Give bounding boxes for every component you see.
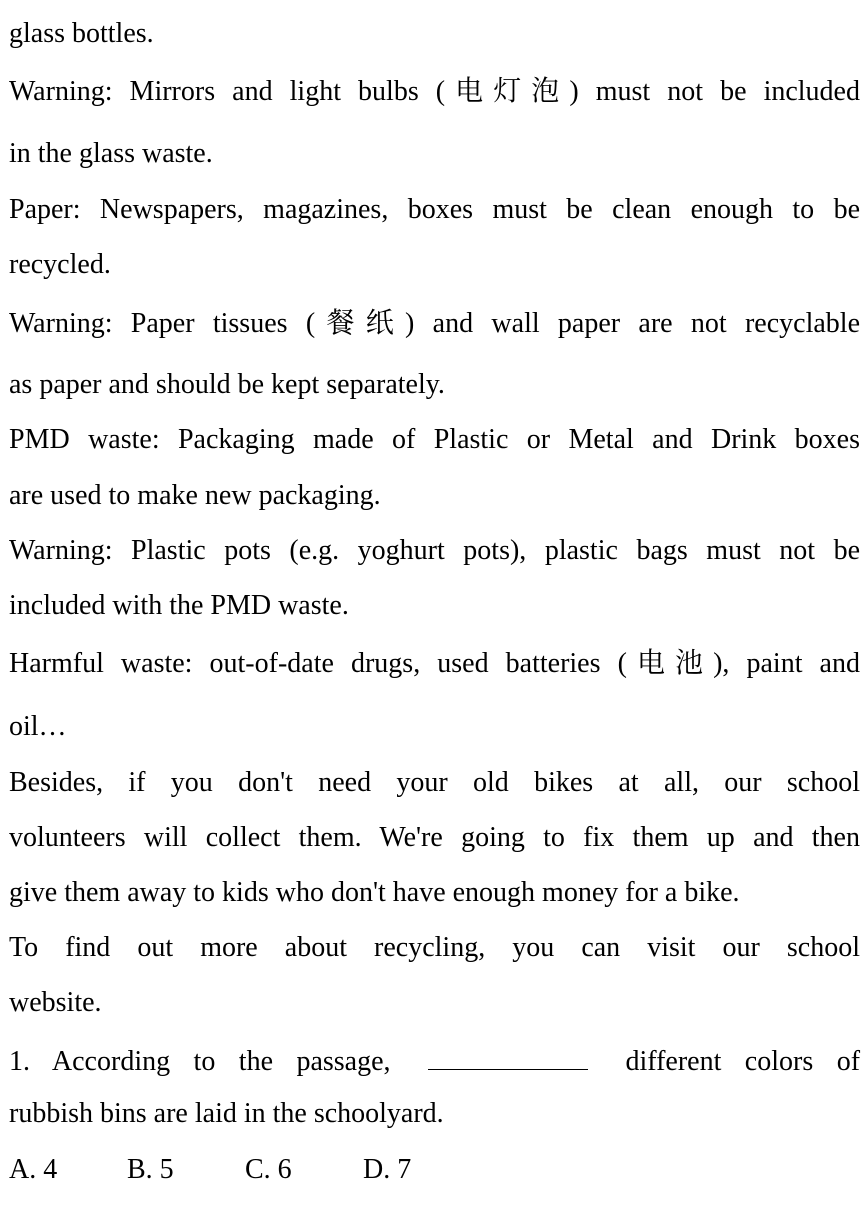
passage-line: give them away to kids who don't have enough money for a bike.	[9, 877, 740, 908]
passage-line: oil…	[9, 711, 67, 742]
option-b[interactable]: B. 5	[127, 1154, 174, 1185]
passage-line: included with the PMD waste.	[9, 590, 349, 621]
passage-line: To find out more about recycling, you can visit our school	[9, 932, 860, 963]
passage-line: website.	[9, 987, 102, 1018]
option-c[interactable]: C. 6	[245, 1154, 292, 1185]
option-d[interactable]: D. 7	[363, 1154, 412, 1185]
passage-line: recycled.	[9, 249, 111, 280]
answer-blank[interactable]	[428, 1043, 588, 1070]
passage-line: Harmful waste: out-of-date drugs, used batteries (电池), paint and	[9, 648, 860, 679]
passage-line: in the glass waste.	[9, 138, 213, 169]
passage-line: volunteers will collect them. We're going to fix them up and then	[9, 822, 860, 853]
passage-line: Warning: Paper tissues (餐纸) and wall paper are not recyclable	[9, 308, 860, 339]
question-stem	[9, 1043, 860, 1075]
passage-line: PMD waste: Packaging made of Plastic or Metal and Drink boxes	[9, 424, 860, 455]
question-stem-end: different colors of	[625, 1046, 861, 1077]
answer-options	[9, 1154, 860, 1186]
passage-line: Besides, if you don't need your old bikes at all, our school	[9, 767, 860, 798]
passage-line: are used to make new packaging.	[9, 480, 381, 511]
question-stem-start: 1. According to the passage,	[9, 1046, 391, 1077]
option-a[interactable]: A. 4	[9, 1154, 58, 1185]
question-stem-line2: rubbish bins are laid in the schoolyard.	[9, 1098, 444, 1129]
passage-line: glass bottles.	[9, 18, 154, 49]
passage-line: as paper and should be kept separately.	[9, 369, 445, 400]
passage-line: Warning: Mirrors and light bulbs (电灯泡) must not be included	[9, 76, 860, 107]
passage-line: Paper: Newspapers, magazines, boxes must be clean enough to be	[9, 194, 860, 225]
passage-line: Warning: Plastic pots (e.g. yoghurt pots), plastic bags must not be	[9, 535, 860, 566]
